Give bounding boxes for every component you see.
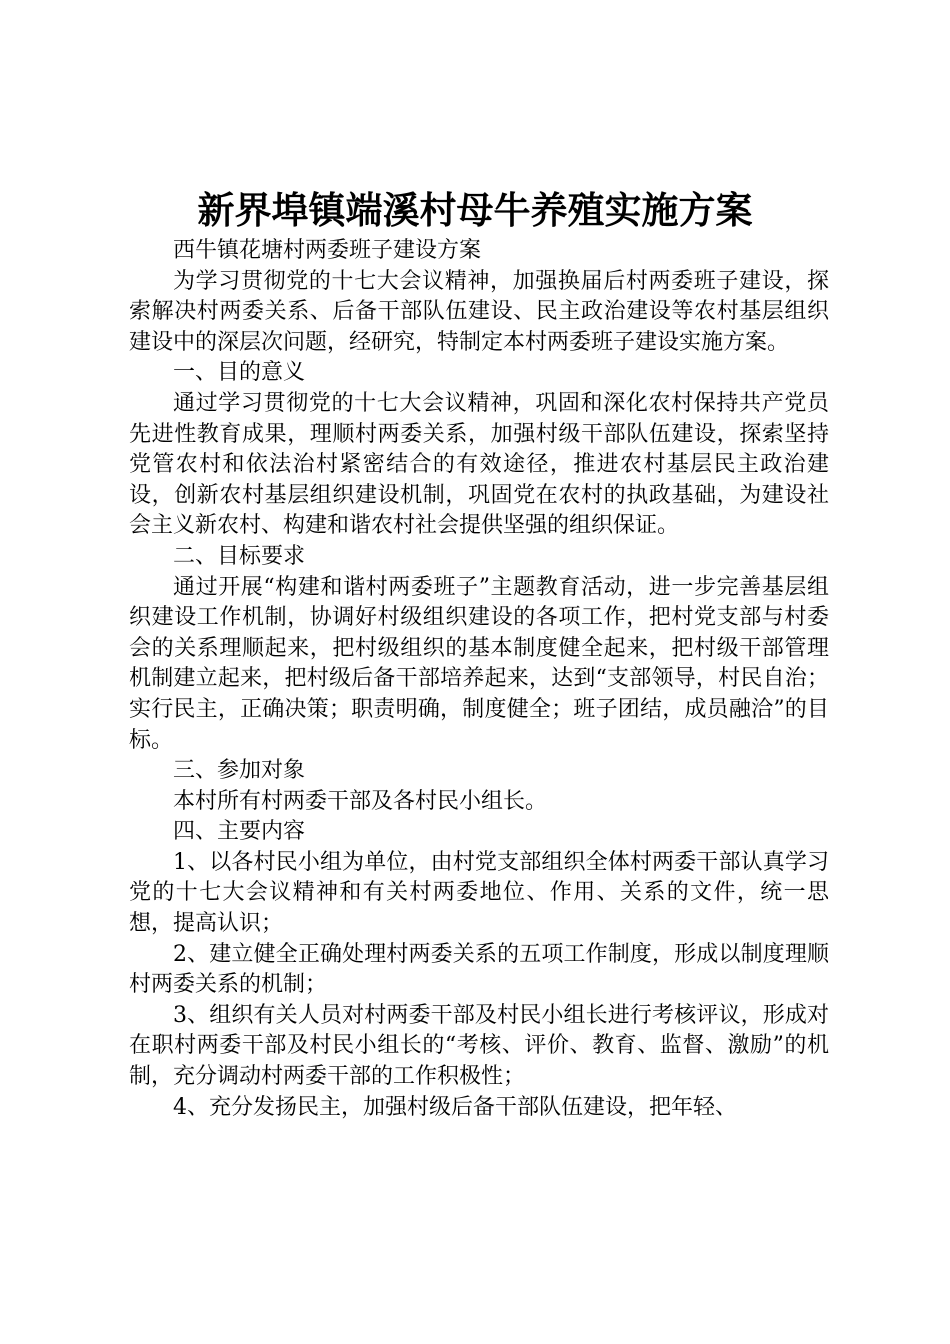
participants-paragraph: 本村所有村两委干部及各村民小组长。 (173, 788, 548, 814)
section-heading-content: 四、主要内容 (173, 819, 306, 845)
section-heading-purpose: 一、目的意义 (173, 360, 306, 386)
goals-paragraph: 通过开展“构建和谐村两委班子”主题教育活动，进一步完善基层组织建设工作机制，协调好村级组织建设的各项工作，把村党支部与村委会的关系理顺起来，把村级组织的基本制度健全起来，把村级干部管理机制建立起来，把村级后备干部培养起来，达到“支部领导，村民自治；实行民主，正确决策；职责明确，制度健全；班子团结，成员融洽”的目标。 (129, 574, 829, 753)
section-heading-goals: 二、目标要求 (173, 543, 306, 569)
content-item-1: 1、以各村民小组为单位，由村党支部组织全体村两委干部认真学习党的十七大会议精神和有关村两委地位、作用、关系的文件，统一思想，提高认识； (129, 849, 829, 937)
content-item-4: 4、充分发扬民主，加强村级后备干部队伍建设，把年轻、 (173, 1094, 737, 1120)
subtitle-paragraph: 西牛镇花塘村两委班子建设方案 (173, 238, 482, 263)
content-item-3: 3、组织有关人员对村两委干部及村民小组长进行考核评议，形成对在职村两委干部及村民小组长的“考核、评价、教育、监督、激励”的机制，充分调动村两委干部的工作积极性； (129, 1002, 829, 1090)
document-body (129, 236, 829, 1123)
document-title: 新界埠镇端溪村母牛养殖实施方案 (197, 188, 753, 232)
intro-paragraph: 为学习贯彻党的十七大会议精神，加强换届后村两委班子建设，探索解决村两委关系、后备干部队伍建设、民主政治建设等农村基层组织建设中的深层次问题，经研究，特制定本村两委班子建设实施方案。 (129, 268, 829, 355)
section-heading-participants: 三、参加对象 (173, 758, 306, 784)
purpose-paragraph: 通过学习贯彻党的十七大会议精神，巩固和深化农村保持共产党员先进性教育成果，理顺村两委关系，加强村级干部队伍建设，探索坚持党管农村和依法治村紧密结合的有效途径，推进农村基层民主政治建设，创新农村基层组织建设机制，巩固党在农村的执政基础，为建设社会主义新农村、构建和谐农村社会提供坚强的组织保证。 (129, 390, 829, 539)
content-item-2: 2、建立健全正确处理村两委关系的五项工作制度，形成以制度理顺村两委关系的机制； (129, 941, 829, 998)
